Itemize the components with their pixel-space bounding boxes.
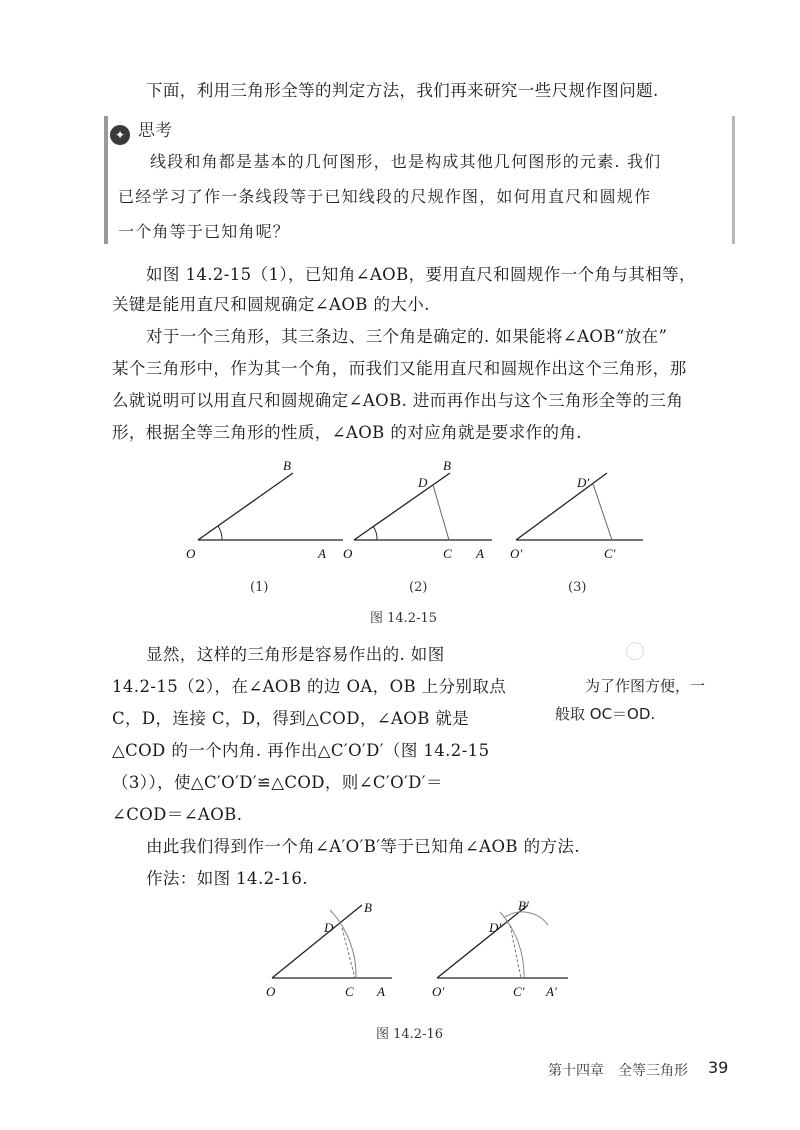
paragraph-line: 14.2-15（2），在∠AOB 的边 OA，OB 上分别取点 [112,677,507,696]
label-A: A [318,546,326,561]
lightbulb-icon: ✦ [110,125,130,145]
label-B: B [364,900,372,915]
subfig-label: (1) [250,580,269,595]
margin-note-line: 为了作图方便，一 [585,677,706,695]
label-A: A [377,984,385,999]
label-C: C [345,984,354,999]
margin-marker [626,642,644,660]
label-A: A [476,546,484,561]
think-line: 线段和角都是基本的几何图形，也是构成其他几何图形的元素. 我们 [150,152,662,171]
label-O: O [186,546,196,561]
paragraph-line: 显然，这样的三角形是容易作出的. 如图 [146,645,445,664]
label-B-prime: B′ [518,898,529,913]
label-C-prime: C′ [513,984,525,999]
paragraph-line: 如图 14.2-15（1），已知角∠AOB，要用直尺和圆规作一个角与其相等， [146,265,696,284]
paragraph-line: C，D，连接 C，D，得到△COD，∠AOB 就是 [112,709,470,728]
fig16-diagram-1 [272,905,392,978]
subfig-label: (3) [568,580,587,595]
label-D: D [418,475,428,490]
fig15-diagram-1 [198,473,343,540]
label-B: B [443,458,451,473]
page-number: 39 [708,1058,729,1077]
label-D-prime: D′ [577,475,590,490]
subfig-label: (2) [409,580,428,595]
fig16-diagram-2 [437,905,568,978]
figure-caption: 图 14.2-16 [376,1027,444,1042]
paragraph-line: △COD 的一个内角. 再作出△C′O′D′（图 14.2-15 [112,741,490,760]
paragraph-line: 关键是能用直尺和圆规确定∠AOB 的大小. [112,295,430,314]
footer-chapter: 第十四章 全等三角形 [548,1063,688,1079]
paragraph-line: （3）），使△C′O′D′≌△COD，则∠C′O′D′＝ [112,773,443,792]
paragraph-line: 对于一个三角形，其三条边、三个角是确定的. 如果能将∠AOB“放在” [146,327,668,346]
figure-caption: 图 14.2-15 [370,611,438,626]
paragraph-line: 么就说明可以用直尺和圆规确定∠AOB. 进而再作出与这个三角形全等的三角 [112,391,684,410]
paragraph-line: 某个三角形中，作为其一个角，而我们又能用直尺和圆规作出这个三角形，那 [112,359,687,378]
label-D: D [324,920,334,935]
label-O-prime: O′ [432,984,445,999]
paragraph-line: ∠COD＝∠AOB. [112,805,243,824]
intro-paragraph: 下面，利用三角形全等的判定方法，我们再来研究一些尺规作图问题. [146,81,659,100]
method-heading: 作法：如图 14.2-16. [146,869,308,888]
label-D-prime: D′ [489,920,502,935]
margin-note [555,672,755,728]
label-C-prime: C′ [604,546,616,561]
paragraph-line: 由此我们得到作一个角∠A′O′B′等于已知角∠AOB 的方法. [146,837,580,856]
label-A-prime: A′ [546,984,557,999]
margin-note-line: 般取 OC＝OD. [555,705,656,723]
label-O: O [343,546,353,561]
think-title: 思考 [138,121,172,141]
paragraph-line: 形，根据全等三角形的性质，∠AOB 的对应角就是要求作的角. [112,423,582,442]
label-O-prime: O′ [510,546,523,561]
think-line: 已经学习了作一条线段等于已知线段的尺规作图，如何用直尺和圆规作 [118,187,652,206]
label-B: B [283,458,291,473]
think-line: 一个角等于已知角呢？ [118,222,291,241]
label-C: C [443,546,452,561]
label-O: O [266,984,276,999]
